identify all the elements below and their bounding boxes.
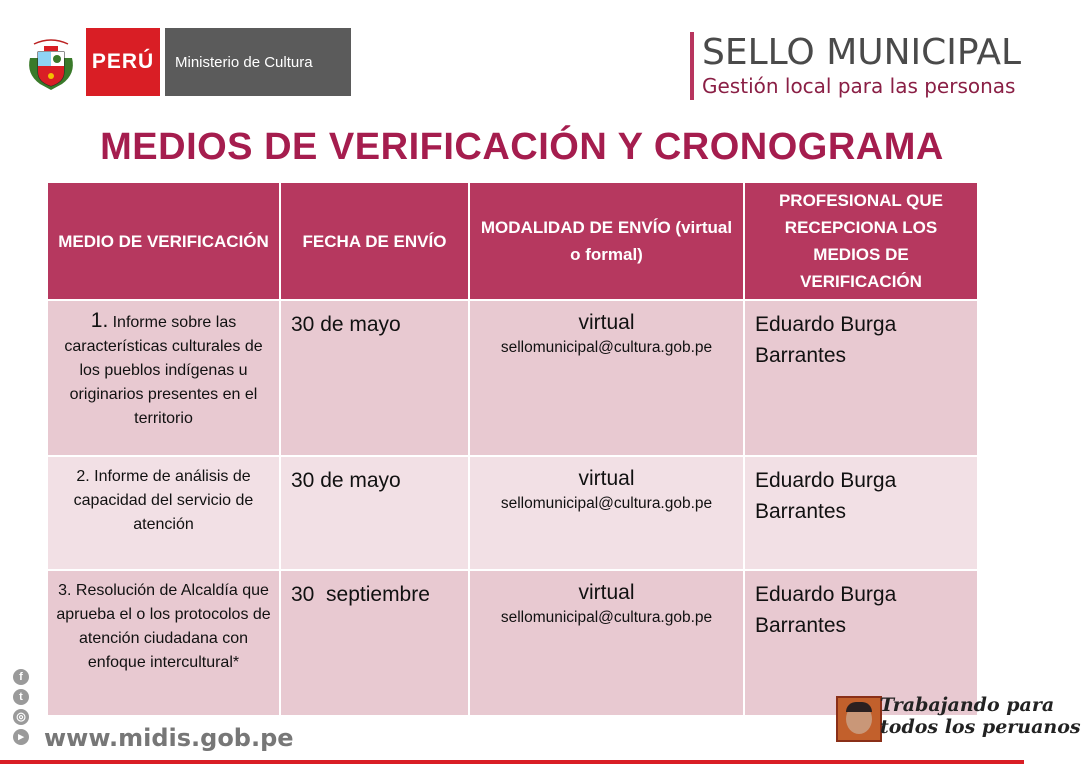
hair-shape: [846, 702, 872, 712]
table-header-row: [47, 182, 978, 300]
email-link[interactable]: sellomunicipal@cultura.gob.pe: [500, 609, 713, 626]
profesional-cell: Eduardo Burga Barrantes: [744, 570, 978, 716]
sello-municipal-subtitle: Gestión local para las personas: [702, 74, 1016, 98]
official-photo: [836, 696, 882, 742]
coat-of-arms-icon: [26, 34, 76, 92]
modalidad-value: virtual: [578, 581, 635, 604]
header-medio: MEDIO DE VERIFICACIÓN: [47, 182, 280, 300]
sello-divider: [690, 32, 694, 100]
header-fecha: FECHA DE ENVÍO: [280, 182, 469, 300]
modalidad-cell: [469, 570, 744, 716]
header: [0, 0, 1024, 110]
email-link[interactable]: sellomunicipal@cultura.gob.pe: [500, 495, 713, 512]
modalidad-cell: [469, 300, 744, 456]
header-modalidad: MODALIDAD DE ENVÍO (virtual o formal): [469, 182, 744, 300]
medio-cell: 3. Resolución de Alcaldía que aprueba el o los protocolos de atención ciudadana con enfoque intercultural*: [47, 570, 280, 716]
medio-cell: [47, 300, 280, 456]
modalidad-value: virtual: [578, 467, 635, 490]
fecha-cell: 30 septiembre: [280, 570, 469, 716]
profesional-cell: Eduardo Burga Barrantes: [744, 456, 978, 570]
email-link[interactable]: sellomunicipal@cultura.gob.pe: [500, 339, 713, 356]
header-profesional: PROFESIONAL QUE RECEPCIONA LOS MEDIOS DE VERIFICACIÓN: [744, 182, 978, 300]
slogan-line-2: todos los peruanos: [880, 716, 1081, 738]
medio-cell: 2. Informe de análisis de capacidad del servicio de atención: [47, 456, 280, 570]
youtube-icon[interactable]: ▸: [13, 729, 29, 745]
verification-table: [46, 181, 979, 717]
slogan: [880, 694, 1081, 738]
ministry-label: Ministerio de Cultura: [165, 28, 351, 96]
fecha-cell: 30 de mayo: [280, 300, 469, 456]
footer-red-line: [0, 760, 1024, 764]
medio-number: 1.: [90, 309, 109, 332]
profesional-cell: Eduardo Burga Barrantes: [744, 300, 978, 456]
page-title: MEDIOS DE VERIFICACIÓN Y CRONOGRAMA: [100, 126, 944, 168]
table-row: [47, 456, 978, 570]
twitter-icon[interactable]: t: [13, 689, 29, 705]
slogan-line-1: Trabajando para: [880, 694, 1055, 716]
sello-municipal-title: SELLO MUNICIPAL: [702, 32, 1022, 73]
medio-text: Informe sobre las características culturales de los pueblos indígenas u originarios presentes en el territorio: [64, 314, 263, 427]
fecha-cell: 30 de mayo: [280, 456, 469, 570]
table-row: [47, 570, 978, 716]
website-link[interactable]: www.midis.gob.pe: [44, 724, 294, 752]
modalidad-cell: [469, 456, 744, 570]
modalidad-value: virtual: [578, 311, 635, 334]
peru-logo: PERÚ: [86, 28, 160, 96]
table-row: [47, 300, 978, 456]
facebook-icon[interactable]: f: [13, 669, 29, 685]
instagram-icon[interactable]: ◎: [13, 709, 29, 725]
